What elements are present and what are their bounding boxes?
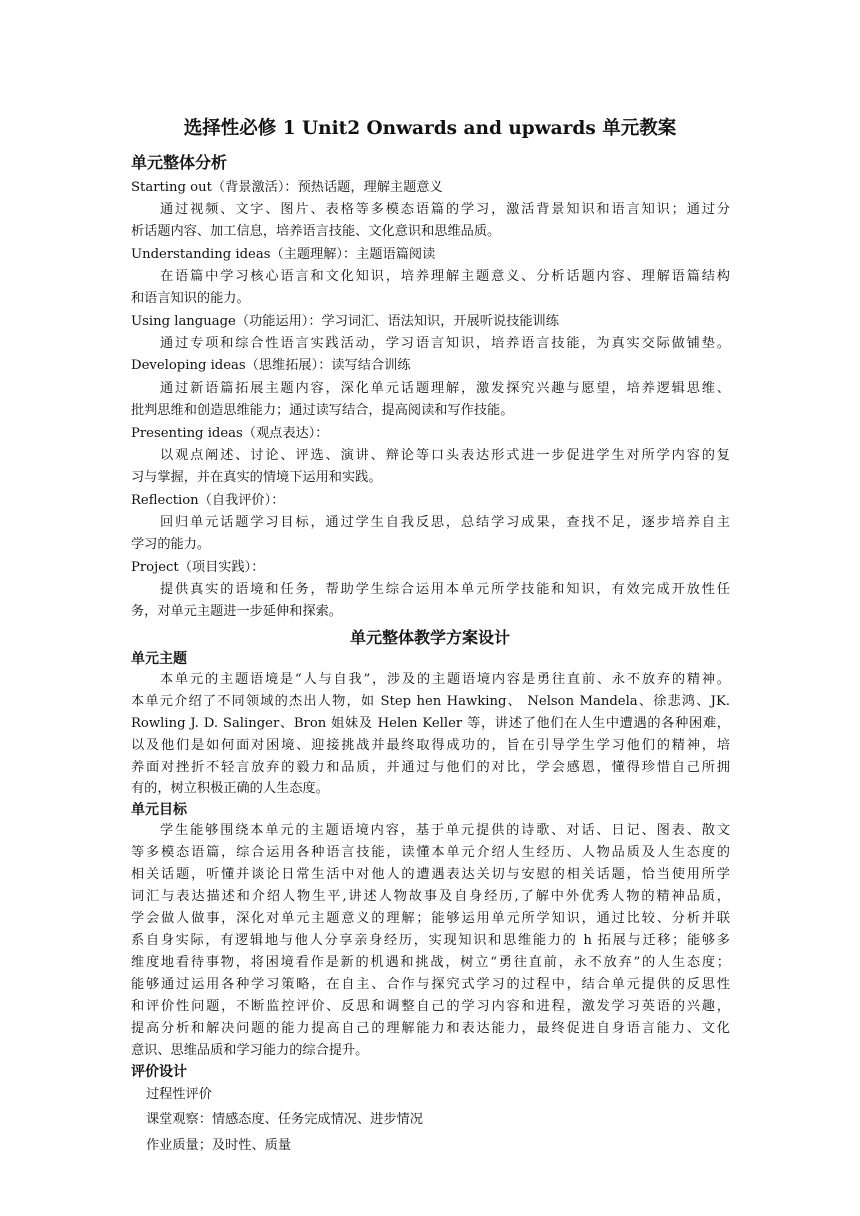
goal-line: 相关话题，听懂并谈论日常生活中对他人的遭遇表达关切与安慰的相关话题，恰当使用所学 [131,867,730,882]
goal-line: 和评价性问题，不断监控评价、反思和调整自己的学习内容和进程，激发学习英语的兴趣， [131,999,730,1014]
theme-line: 养面对挫折不轻言放弃的毅力和品质，并通过与他们的对比，学会感恩，懂得珍惜自己所拥 [131,760,730,775]
goal-line: 学会做人做事，深化对单元主题意义的理解；能够运用单元所学知识，通过比较、分析并联 [131,911,730,926]
goal-line: 能够通过运用各种学习策略，在自主、合作与探究式学习的过程中，结合单元提供的反思性 [131,977,730,992]
analysis-line: 和语言知识的能力。 [131,291,250,306]
section-heading-analysis: 单元整体分析 [131,153,228,172]
analysis-line: 学习的能力。 [131,537,211,552]
evaluation-line: 课堂观察：情感态度、任务完成情况、进步情况 [146,1112,423,1127]
goal-line: 提高分析和解决问题的能力提高自己的理解能力和表达能力，最终促进自身语言能力、文化 [131,1021,730,1036]
goal-line: 系自身实际，有逻辑地与他人分享亲身经历，实现知识和思维能力的 h 拓展与迁移；能够多 [131,933,730,948]
goal-line: 学生能够围绕本单元的主题语境内容，基于单元提供的诗歌、对话、日记、图表、散文 [160,823,730,838]
theme-line: 以及他们是如何面对困境、迎接挑战并最终取得成功的，旨在引导学生学习他们的精神，培 [131,738,730,753]
analysis-line: 批判思维和创造思维能力；通过读写结合，提高阅读和写作技能。 [131,403,514,418]
evaluation-line: 过程性评价 [146,1087,212,1102]
analysis-line: 提供真实的语境和任务，帮助学生综合运用本单元所学技能和知识，有效完成开放性任 [160,582,730,597]
goal-line: 词汇与表达描述和介绍人物生平,讲述人物故事及自身经历,了解中外优秀人物的精神品质， [131,889,730,904]
analysis-line: 析话题内容、加工信息，培养语言技能、文化意识和思维品质。 [131,224,501,239]
analysis-line: 通过专项和综合性语言实践活动，学习语言知识，培养语言技能，为真实交际做铺垫。 [160,336,730,351]
theme-line: 有的，树立积极正确的人生态度。 [131,781,329,796]
analysis-line: Starting out（背景激活）：预热话题，理解主题意义 [131,180,443,195]
goal-line: 等多模态语篇，综合运用各种语言技能，读懂本单元介绍人生经历、人物品质及人生态度的 [131,845,730,860]
analysis-line: Understanding ideas（主题理解）：主题语篇阅读 [131,247,436,262]
analysis-line: Reflection（自我评价）： [131,493,285,508]
analysis-line: Using language（功能运用）：学习词汇、语法知识，开展听说技能训练 [131,314,559,329]
subheading-evaluation: 评价设计 [131,1064,187,1080]
analysis-line: 在语篇中学习核心语言和文化知识，培养理解主题意义、分析话题内容、理解语篇结构 [160,269,730,284]
analysis-line: Developing ideas（思维拓展）：读写结合训练 [131,358,411,373]
goal-line: 意识、思维品质和学习能力的综合提升。 [131,1043,369,1058]
theme-line: 本单元介绍了不同领域的杰出人物，如 Step hen Hawking、 Nelson Mandela、徐悲鸿、JK. [131,694,730,709]
analysis-line: 通过新语篇拓展主题内容，深化单元话题理解，激发探究兴趣与愿望，培养逻辑思维、 [160,381,730,396]
analysis-line: 回归单元话题学习目标，通过学生自我反思，总结学习成果，查找不足，逐步培养自主 [160,515,730,530]
analysis-line: Project（项目实践）： [131,560,265,575]
analysis-line: 通过视频、文字、图片、表格等多模态语篇的学习，激活背景知识和语言知识；通过分 [160,202,730,217]
analysis-line: 习与掌握，并在真实的情境下运用和实践。 [131,470,382,485]
theme-line: 本单元的主题语境是“人与自我”，涉及的主题语境内容是勇往直前、永不放弃的精神。 [160,672,730,687]
analysis-line: 以观点阐述、讨论、评选、演讲、辩论等口头表达形式进一步促进学生对所学内容的复 [160,448,730,463]
section-heading-design: 单元整体教学方案设计 [349,628,510,647]
goal-line: 维度地看待事物，将困境看作是新的机遇和挑战，树立“勇往直前，永不放弃”的人生态度； [131,955,730,970]
analysis-line: Presenting ideas（观点表达）： [131,426,329,441]
subheading-goal: 单元目标 [131,802,187,818]
document-title: 选择性必修 1 Unit2 Onwards and upwards 单元教案 [183,118,677,139]
analysis-line: 务，对单元主题进一步延伸和探索。 [131,604,342,619]
subheading-theme: 单元主题 [131,651,187,667]
theme-line: Rowling J. D. Salinger、Bron 姐妹及 Helen Keller 等，讲述了他们在人生中遭遇的各种困难， [131,716,730,731]
evaluation-line: 作业质量；及时性、质量 [146,1138,292,1153]
